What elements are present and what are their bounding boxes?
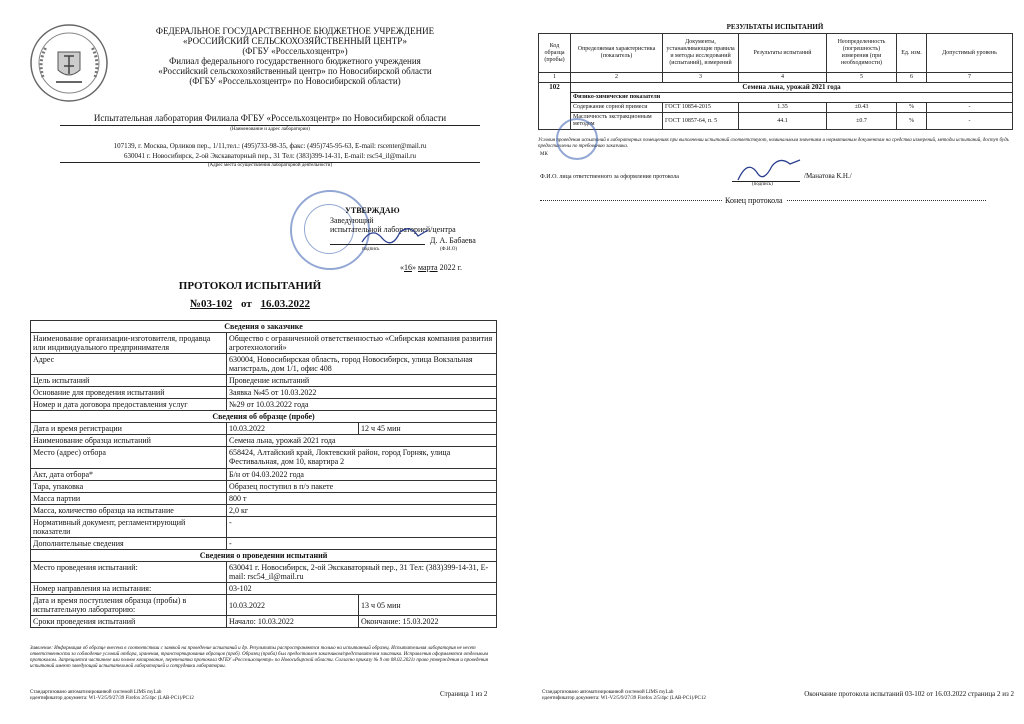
stamp-small-icon [556,118,598,160]
section-customer: Сведения о заказчике [31,321,497,333]
address-1: 107139, г. Москва, Орликов пер., 1/11,тел.: (495)733-98-35, факс: (495)745-95-63, E-mail: rscenter@mail.ru [113,142,427,150]
org-line2: «РОССИЙСКИЙ СЕЛЬСКОХОЗЯЙСТВЕННЫЙ ЦЕНТР» [182,36,408,46]
info-table [30,320,497,628]
responsible-sig-caption: (подпись) [752,182,773,187]
end-text: Конец протокола [722,196,786,205]
footer-right-page: Окончание протокола испытаний 03-102 от 16.03.2022 страница 2 из 2 [804,690,1014,698]
approval-date: «16» марта 2022 г. [400,263,462,272]
protocol-page-2 [512,0,1024,724]
approval-line1: Заведующий [330,216,374,225]
table-row: Сроки проведения испытаний Начало: 10.03.2022 Окончание: 15.03.2022 [31,616,497,628]
approval-title: УТВЕРЖДАЮ [345,206,400,215]
sample-title: Семена льна, урожай 2021 года [571,83,1013,93]
approval-year: 2022 г. [439,263,462,272]
results-note: Условия проведения испытаний в лабораторных помещениях при выполнении испытаний соответствуют, номинальным значениям и нормативным документам на средства измерений, методы испытаний, доступ будь предоставлены по требованию заказчика. [538,138,1009,149]
responsible-signature-icon [734,156,804,184]
table-row: Масса партии 800 т [31,493,497,505]
approval-sig-caption: подпись [362,247,380,252]
results-sample-row [539,83,1013,93]
lab-caption: (Наименование и адрес лаборатории) [230,127,310,132]
table-row: Место проведения испытаний: 630041 г. Новосибирск, 2-ой Экскаваторный пер., 31 Тел: (383)399-14-31, E-mail: rsc54_il@mail.ru [31,562,497,583]
footer-right-line1: Стандартизовано автоматизированной системой LIMS myLab [542,690,674,695]
results-number-row: 1 2 3 4 5 6 7 [539,73,1013,83]
approval-day: 16 [404,263,412,272]
lab-name: Испытательная лаборатория Филиала ФГБУ «Россельхозцентр» по Новосибирской области [93,113,447,123]
table-row: Дополнительные сведения - [31,538,497,550]
table-row: Наименование образца испытаний Семена льна, урожай 2021 года [31,435,497,447]
table-row: Масса, количество образца на испытание 2,0 кг [31,505,497,517]
org-header [105,26,485,86]
table-row: Цель испытаний Проведение испытаний [31,375,497,387]
protocol-title: ПРОТОКОЛ ИСПЫТАНИЙ [178,280,322,292]
footnote: Заявление: Информация об образце внесена в соответствии с заявкой на проведение испытаний и др. Результаты распространяются только на испытанный образец. Испытательная лаборатория не несет ответственности за соблюдение условий отбора, хранения, транспортирования образцов (проб). Образец (проба) был предоставлен заказчиком/представителем заказчика. Исправления оформляются отдельным протоколом. Запрещается частичное или полное копирование, перепечатка протокола ФГБУ «Россельхозцентр» по Новосибирской области. Согласно приказу № 9 от 08.02.2021г право утверждения и проведения испытаний имеют заведующий испытательной лабораторией и сотрудники лаборатории. [30,646,488,669]
table-row: Содержание сорной примеси ГОСТ 10854-2015 1.35 ±0.43 % - [539,103,1013,113]
footer-right-line2: идентификатор документа: W1-V2/5/9/27/39 Firefox 2/5/4pc (LAB-PC1)/PC12 [542,696,706,701]
signature-icon [360,222,430,248]
org-line5: «Российский сельскохозяйственный центр» по Новосибирской области [158,66,432,76]
results-header-row: Код образца (пробы) Определяемая характеристика (показатель) Документы, устанавливающие правила и методы исследований (испытаний), измерений Результаты испытаний Неопределенность (погрешность) измерения (при необходимости) Ед. изм. Допустимый уровень [539,34,1013,73]
mk-mark: МК [540,152,548,157]
table-row: Тара, упаковка Образец поступил в п/э пакете [31,481,497,493]
protocol-number-value: №03-102 [190,298,233,310]
results-table [538,33,1013,130]
section-testing: Сведения о проведении испытаний [31,550,497,562]
footer-left-line1: Стандартизовано автоматизированной системой LIMS myLab [30,690,162,695]
table-row: Место (адрес) отбора 658424, Алтайский край, Локтевский район, город Горняк, улица Фестивальная, дом 10, квартира 2 [31,447,497,469]
org-line3: (ФГБУ «Россельхозцентр») [242,46,348,56]
responsible-label: Ф.И.О. лица ответственного за оформление протокола [540,174,679,180]
table-row: Адрес 630004, Новосибирская область, город Новосибирск, улица Вокзальная магистраль, дом 1/1, офис 408 [31,354,497,375]
table-row: Наименование организации-изготовителя, продавца или индивидуального предпринимателя Общество с ограниченной ответственностью «Сибирская компания развития агротехнологий» [31,333,497,354]
results-title: РЕЗУЛЬТАТЫ ИСПЫТАНИЙ [726,23,824,31]
table-row: Номер и дата договора предоставления услуг №29 от 10.03.2022 года [31,399,497,411]
table-row: Дата и время поступления образца (пробы) в испытательную лабораторию: 10.03.2022 13 ч 05 мин [31,595,497,616]
protocol-date: 16.03.2022 [260,298,310,310]
footer-left-line2: идентификатор документа: W1-V2/5/9/27/39 Firefox 2/5/4pc (LAB-PC1)/PC12 [30,696,194,701]
org-line4: Филиал федерального государственного бюджетного учреждения [169,56,421,66]
table-row: Номер направления на испытания: 03-102 [31,583,497,595]
approval-fio-caption: (Ф.И.О) [440,247,458,252]
address-2: 630041 г. Новосибирск, 2-ой Экскаваторный пер., 31 Тел: (383)399-14-31, E-mail: rsc54_il@mail.ru [124,152,416,160]
sample-code: 102 [539,83,571,130]
table-row: Акт, дата отбора* Б/н от 04.03.2022 года [31,469,497,481]
org-line6: (ФГБУ «Россельхозцентр» по Новосибирской области) [189,76,401,86]
page-number: Страница 1 из 2 [440,690,488,698]
approver-name: Д. А. Бабаева [430,236,476,245]
org-line1: ФЕДЕРАЛЬНОЕ ГОСУДАРСТВЕННОЕ БЮДЖЕТНОЕ УЧРЕЖДЕНИЕ [155,26,435,36]
table-row: Масличность экстракционным методом ГОСТ 10857-64, п. 5 44.1 ±0.7 % - [539,113,1013,130]
table-row: Основание для проведения испытаний Заявка №45 от 10.03.2022 [31,387,497,399]
protocol-number: №03-102 от 16.03.2022 [190,298,310,310]
table-row: Дата и время регистрации 10.03.2022 12 ч 45 мин [31,423,497,435]
group-title: Физико-химические показатели [571,93,1013,103]
address-caption: (Адрес места осуществления лабораторной деятельности) [207,163,333,168]
emblem-icon [28,22,110,104]
approval-line2: испытательной лабораторией/центра [330,225,456,234]
table-row: Нормативный документ, регламентирующий показатели - [31,517,497,538]
results-group-row [539,93,1013,103]
section-sample: Сведения об образце (пробе) [31,411,497,423]
approval-month: марта [418,263,438,272]
responsible-name: /Манатова К.Н./ [804,172,852,180]
